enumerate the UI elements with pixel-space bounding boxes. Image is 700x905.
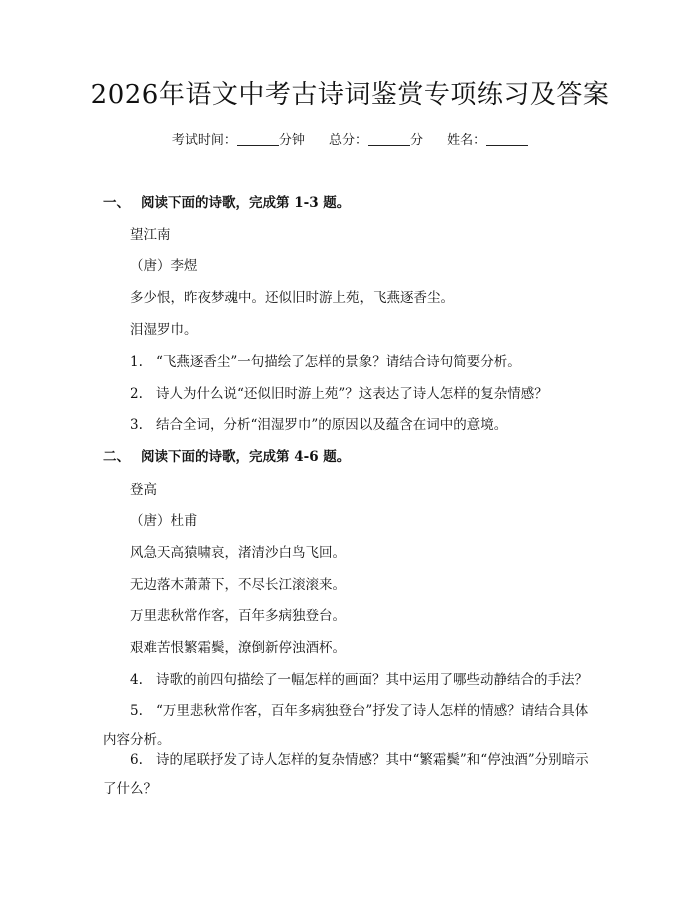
section-heading-text-1: 阅读下面的诗歌，完成第 1-3 题。: [141, 195, 351, 211]
poem-line: 泪湿罗巾。: [130, 322, 198, 338]
question-text: 诗歌的前四句描绘了一幅怎样的画面？其中运用了哪些动静结合的手法？: [156, 672, 588, 688]
question-number: 5.: [130, 703, 143, 719]
question-number: 4.: [130, 672, 143, 688]
poem-title-1: 望江南: [130, 227, 171, 243]
total-score-field: [329, 131, 423, 151]
poem-line: 无边落木萧萧下，不尽长江滚滚来。: [130, 577, 346, 593]
exam-meta: [0, 131, 700, 151]
question-4: [130, 670, 588, 690]
section-heading-2: [103, 447, 350, 467]
question-3: [130, 415, 507, 435]
question-2: [130, 384, 548, 404]
exam-time-field: [172, 131, 305, 151]
poem-author-1: （唐）李煜: [130, 258, 198, 274]
question-text: 诗的尾联抒发了诗人怎样的复杂情感？其中“繁霜鬓”和“停浊酒”分别暗示了什么？: [103, 752, 589, 797]
poem-author-2: （唐）杜甫: [130, 513, 198, 529]
name-field: [447, 131, 528, 151]
section-heading-text-2: 阅读下面的诗歌，完成第 4-6 题。: [141, 449, 351, 465]
question-number: 1.: [130, 354, 143, 370]
question-text: 结合全词，分析“泪湿罗巾”的原因以及蕴含在词中的意境。: [156, 417, 508, 433]
question-number: 3.: [130, 417, 143, 433]
section-number-2: 二、: [103, 449, 130, 465]
name-blank: [486, 133, 528, 146]
poem-title-2: 登高: [130, 482, 157, 498]
exam-time-unit: 分钟: [278, 133, 305, 148]
total-score-unit: 分: [410, 133, 424, 148]
name-label: 姓名：: [447, 133, 487, 148]
question-number: 6.: [130, 752, 143, 768]
poem-line: 风急天高猿啸哀，渚清沙白鸟飞回。: [130, 545, 346, 561]
question-1: [130, 352, 521, 372]
exam-time-label: 考试时间：: [171, 133, 237, 148]
question-text: 诗人为什么说“还似旧时游上苑”？这表达了诗人怎样的复杂情感？: [156, 386, 548, 402]
poem-line: 艰难苦恨繁霜鬓，潦倒新停浊酒杯。: [130, 640, 346, 656]
section-number-1: 一、: [103, 195, 130, 211]
question-text: “飞燕逐香尘”一句描绘了怎样的景象？请结合诗句简要分析。: [156, 354, 521, 370]
total-score-label: 总分：: [328, 133, 368, 148]
question-6: [103, 746, 598, 804]
total-score-blank: [368, 133, 410, 146]
section-heading-1: [103, 193, 350, 213]
page-title: 2026年语文中考古诗词鉴赏专项练习及答案: [90, 80, 610, 110]
poem-line: 万里悲秋常作客，百年多病独登台。: [130, 608, 346, 624]
question-number: 2.: [130, 386, 143, 402]
exam-time-blank: [237, 133, 279, 146]
question-text: “万里悲秋常作客，百年多病独登台”抒发了诗人怎样的情感？请结合具体内容分析。: [103, 703, 589, 748]
poem-line: 多少恨，昨夜梦魂中。还似旧时游上苑，飞燕逐香尘。: [130, 290, 454, 306]
